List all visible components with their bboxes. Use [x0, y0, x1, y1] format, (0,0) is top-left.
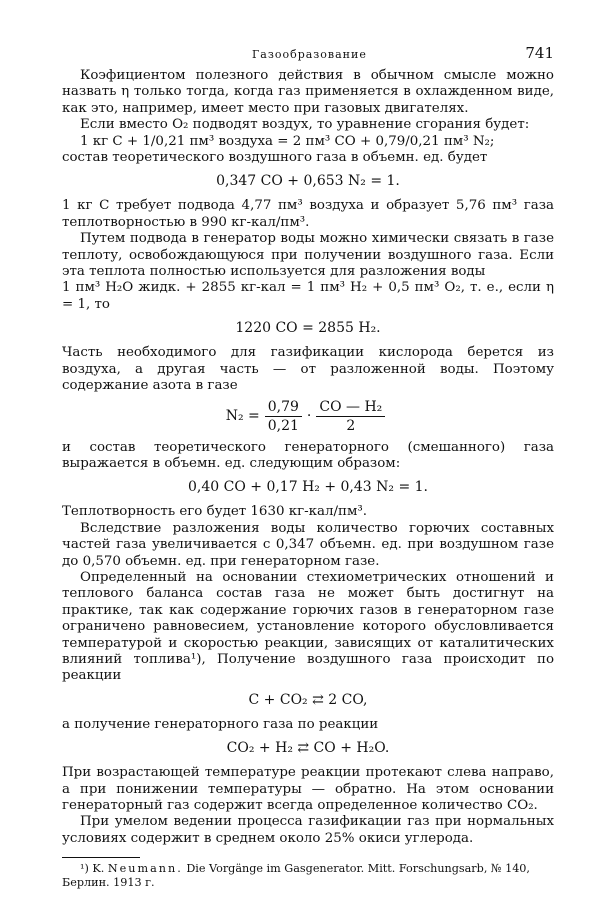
footnote-line-1 [62, 862, 554, 876]
paragraph-producer-reaction: а получение генераторного газа по реакции [62, 716, 379, 732]
paragraph-mixed-gas: и состав теоретического генераторного (смешанного) газа выражается в объемн. ед. следующим образом: [62, 439, 554, 471]
footnote-marker: ¹) K. [80, 862, 105, 876]
equation-co-h2: 1220 CO = 2855 H₂. [235, 320, 381, 337]
equation-water-decomposition: 1 пм³ H₂O жидк. + 2855 кг-кал = 1 пм³ H₂ + 0,5 пм³ O₂, т. е., если η = 1, то [62, 280, 554, 312]
fraction-denominator: 2 [346, 417, 356, 434]
paragraph-air-gas-composition: состав теоретического воздушного газа в объемн. ед. будет [62, 150, 488, 166]
footnote-line-2: Берлин. 1913 г. [62, 876, 155, 890]
paragraph-co-content: При умелом ведении процесса газификации газ при нормальных условиях содержит в среднем около 25% окиси углерода. [62, 814, 554, 846]
footnote-citation: Die Vorgänge im Gasgenerator. Mitt. Forschungsarb, № 140, [186, 862, 530, 876]
fraction-ratio [265, 399, 302, 434]
page-number: 741 [525, 44, 554, 62]
footnote-author: Neumann. [107, 862, 183, 876]
eq-lhs: N₂ = [225, 408, 260, 424]
equation-mixed-gas: 0,40 CO + 0,17 H₂ + 0,43 N₂ = 1. [188, 479, 428, 496]
equation-air-gas: 0,347 CO + 0,653 N₂ = 1. [216, 173, 400, 190]
paragraph-water-intro: Путем подвода в генератор воды можно химически связать в газе теплоту, освобождающуюся при получении воздушного газа. Если эта теплота полностью используется для разложения воды [62, 231, 554, 280]
fraction-numerator: CO — H₂ [316, 399, 385, 417]
footnote [62, 862, 554, 890]
fraction-numerator: 0,79 [265, 399, 302, 417]
footnote-divider [62, 857, 140, 858]
document-page [62, 40, 554, 890]
running-title: Газообразование [252, 48, 367, 61]
equation-nitrogen-fraction [62, 399, 554, 434]
running-header [62, 40, 554, 68]
paragraph-oxygen-source: Часть необходимого для газификации кислорода берется из воздуха, а другая часть — от разложенной воды. Поэтому содержание азота в газе [62, 345, 554, 394]
paragraph-efficiency: Коэфициентом полезного действия в обычном смысле можно назвать η только тогда, когда газ применяется в охлажденном виде, как это, например, имеет место при газовых двигателях. [62, 68, 554, 116]
equation-boudouard: C + CO₂ ⇄ 2 CO, [248, 691, 368, 708]
paragraph-temperature: При возрастающей температуре реакции протекают слева направо, а при понижении температуры — обратно. На этом основании генераторный газ содержит всегда определенное количество CO₂. [62, 765, 554, 813]
fraction-denominator: 0,21 [267, 417, 299, 434]
paragraph-air-requirement: 1 кг C требует подвода 4,77 пм³ воздуха и образует 5,76 пм³ газа теплотворностью в 990 кг-кал/пм³. [62, 198, 554, 230]
multiply-dot: · [306, 408, 312, 424]
paragraph-heating-value: Теплотворность его будет 1630 кг-кал/пм³. [62, 504, 367, 520]
equation-water-gas-shift: CO₂ + H₂ ⇄ CO + H₂O. [226, 740, 390, 757]
equation-combustion-line: 1 кг C + 1/0,21 пм³ воздуха = 2 пм³ CO + 0,79/0,21 пм³ N₂; [80, 133, 495, 149]
paragraph-combustible-increase: Вследствие разложения воды количество горючих составных частей газа увеличивается с 0,347 объемн. ед. при воздушном газе до 0,570 объемн. ед. при генераторном газе. [62, 520, 554, 569]
fraction-co-h2 [316, 399, 385, 434]
paragraph-equilibrium: Определенный на основании стехиометрических отношений и теплового баланса состав газа не может быть достигнут на практике, так как содержание горючих газов в генераторном газе ограничено равновесием, установление которого обусловливается температурой и скоростью реакции, зависящих от каталитических влияний топлива¹), Получение воздушного газа происходит по реакции [62, 569, 554, 684]
paragraph-air-intro: Если вместо O₂ подводят воздух, то уравнение сгорания будет: [80, 117, 530, 133]
